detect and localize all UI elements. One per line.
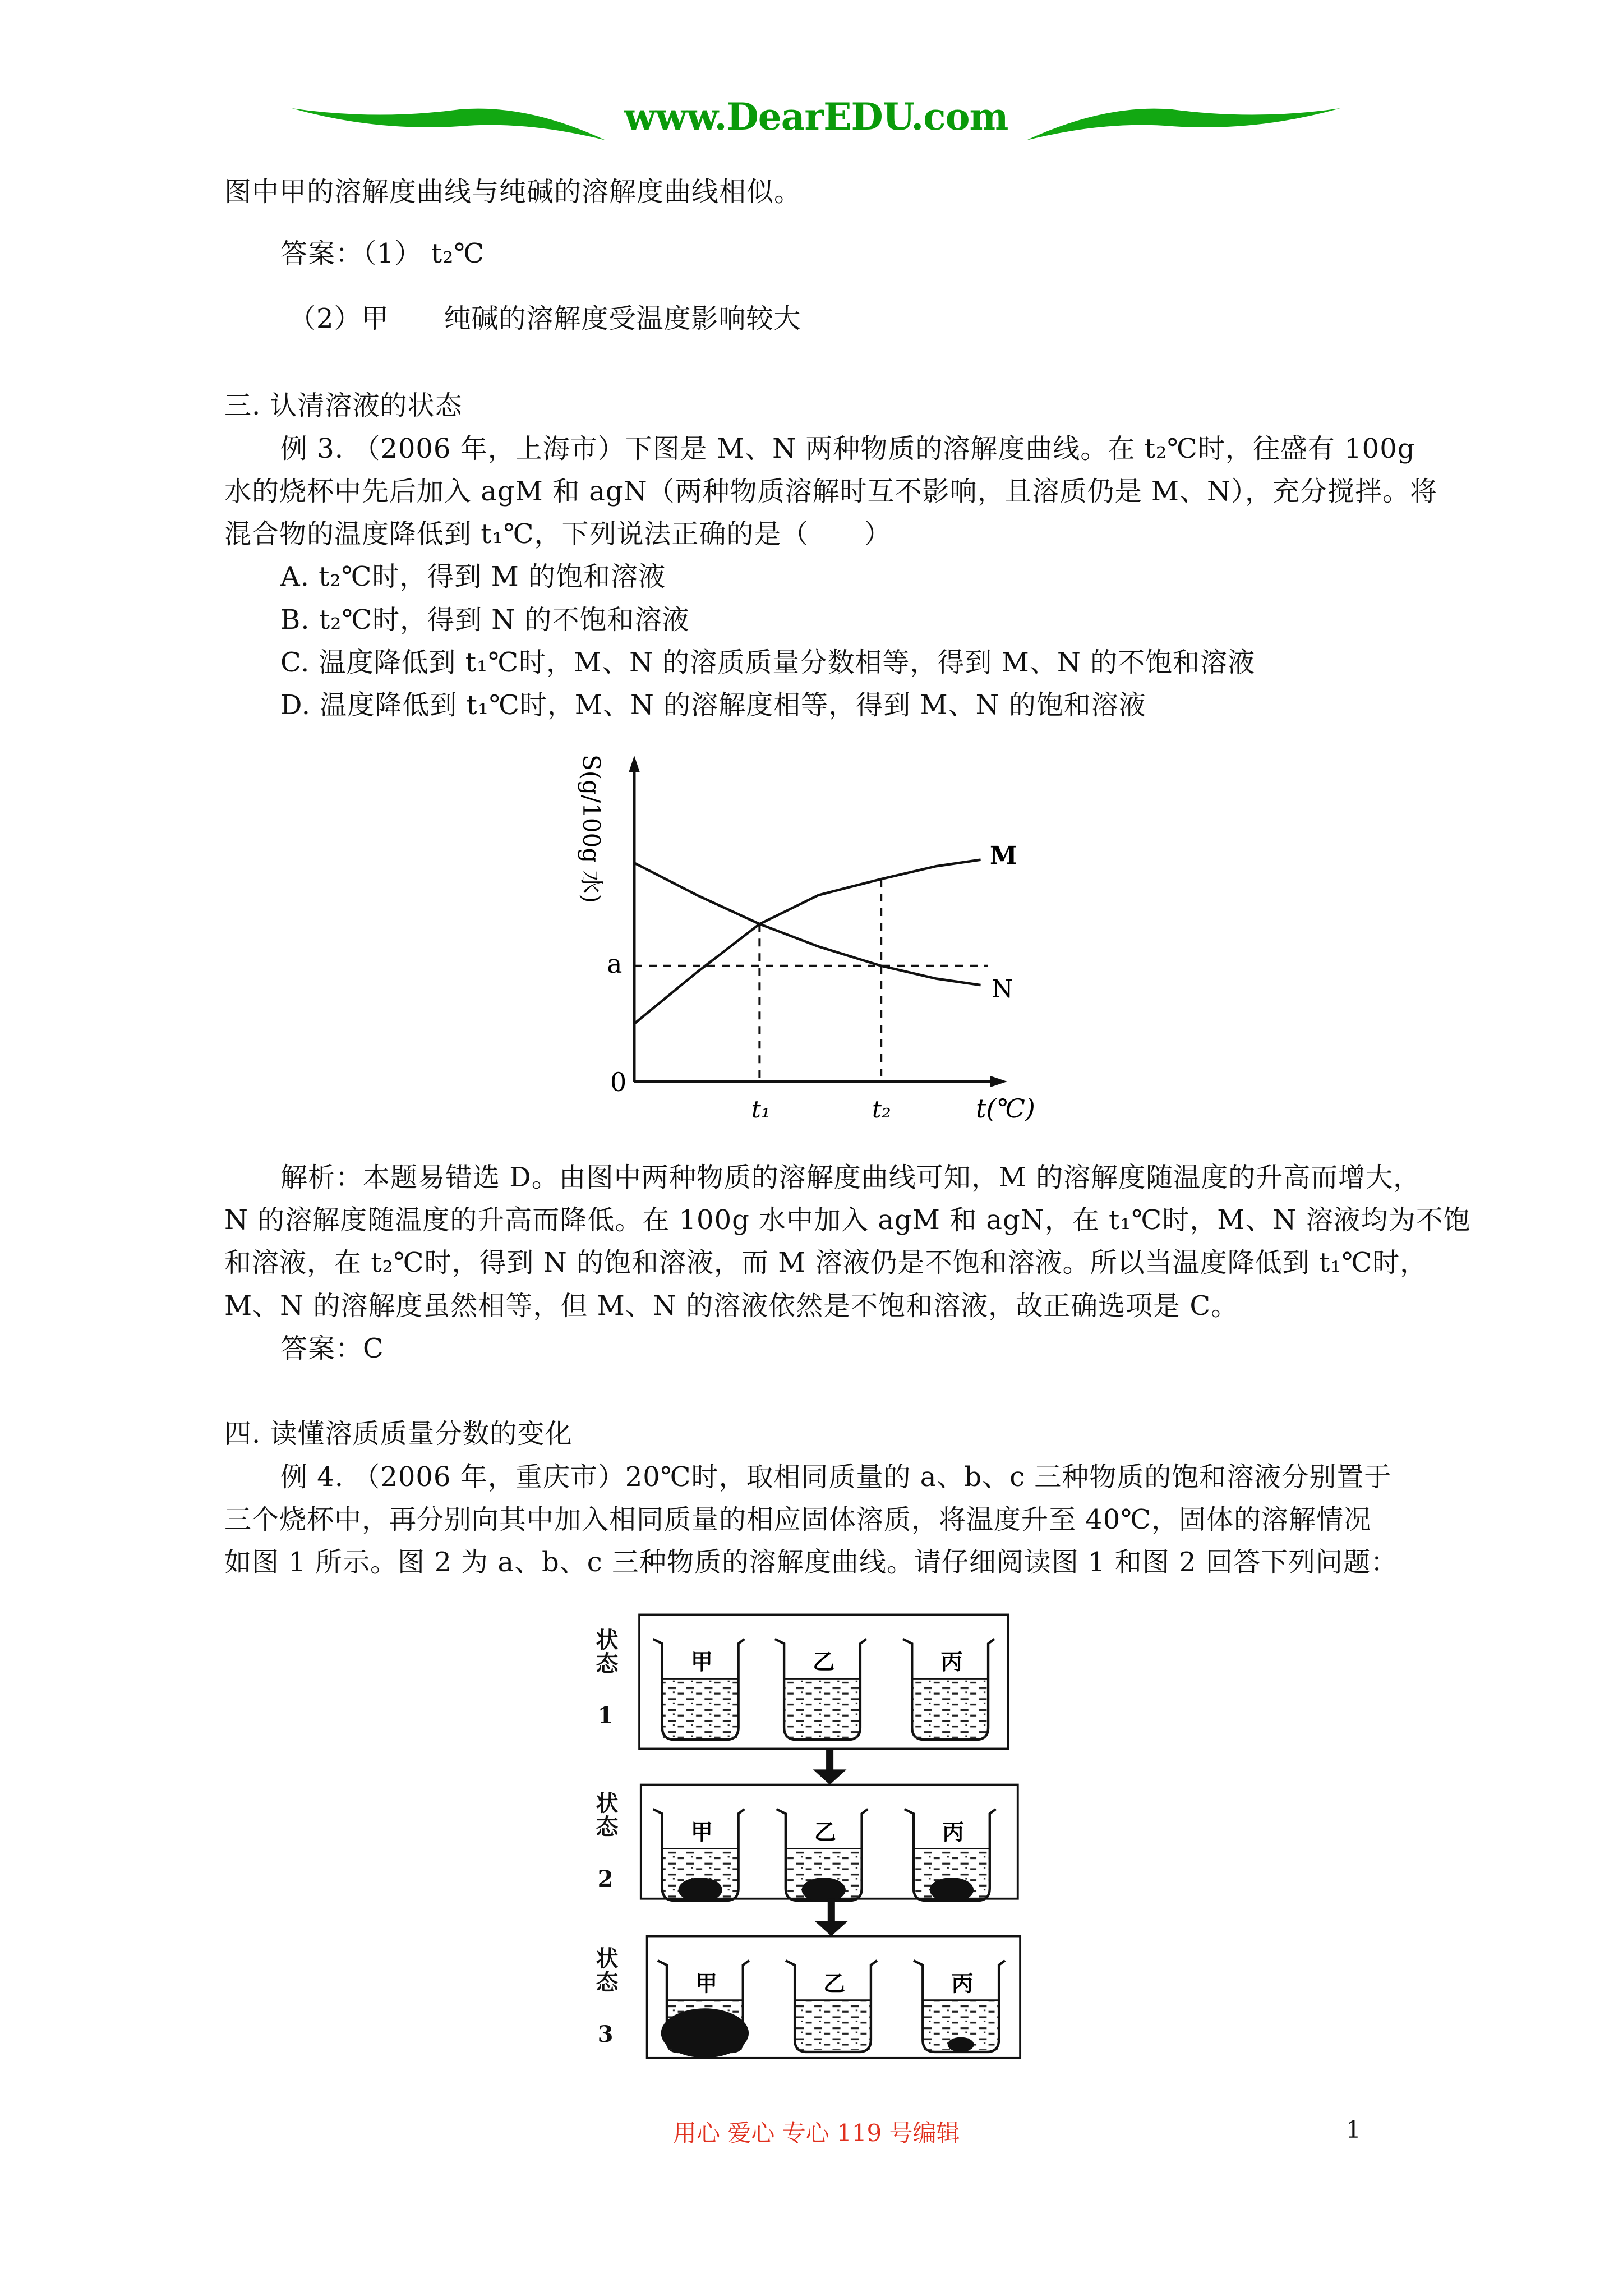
beaker-label: 乙 (823, 1971, 846, 1997)
arrow-down-icon (813, 1769, 847, 1784)
solution (663, 1679, 737, 1738)
beaker-label: 丙 (942, 1819, 965, 1846)
x-axis-arrow-icon (990, 1076, 1007, 1087)
option-d: D. 温度降低到 t₁℃时，M、N 的溶解度相等，得到 M、N 的饱和溶液 (280, 689, 1146, 721)
y-axis-label: S(g/100g 水) (578, 754, 605, 903)
origin-label: 0 (610, 1067, 627, 1097)
solution (796, 2000, 869, 2050)
beaker-label: 乙 (813, 1649, 835, 1676)
ytick-a: a (607, 949, 623, 979)
analysis-line2: N 的溶解度随温度的升高而降低。在 100g 水中加入 agM 和 agN，在 t₁℃时，M、N 溶液均为不饱 (224, 1204, 1471, 1236)
option-a: A. t₂℃时，得到 M 的饱和溶液 (280, 561, 666, 592)
solution (913, 1679, 986, 1738)
undissolved-solid-icon (930, 1878, 974, 1902)
footer-text: 用心 爱心 专心 119 号编辑 (673, 2119, 960, 2147)
beaker-label: 甲 (695, 1971, 718, 1997)
section-4-heading: 四. 读懂溶质质量分数的变化 (224, 1418, 573, 1450)
section-3-heading: 三. 认清溶液的状态 (224, 390, 463, 421)
y-axis-arrow-icon (629, 756, 640, 772)
beaker-label: 乙 (814, 1819, 837, 1846)
xtick-t1: t₁ (751, 1096, 771, 1123)
undissolved-solid-icon (802, 1878, 846, 1902)
arrow-down-icon (826, 1749, 833, 1772)
example-4-line2: 三个烧杯中，再分别向其中加入相同质量的相应固体溶质，将温度升至 40℃，固体的溶解情况 (224, 1504, 1372, 1535)
example-4-line3: 如图 1 所示。图 2 为 a、b、c 三种物质的溶解度曲线。请仔细阅读图 1 和图 2 回答下列问题： (224, 1547, 1398, 1578)
logo-text: www.DearEDU.com (624, 95, 1008, 139)
answer-c: 答案：C (280, 1333, 384, 1364)
series-label-m: M (990, 841, 1017, 870)
option-c: C. 温度降低到 t₁℃时，M、N 的溶质质量分数相等，得到 M、N 的不饱和溶液 (280, 647, 1256, 678)
analysis-line4: M、N 的溶解度虽然相等，但 M、N 的溶液依然是不饱和溶液，故正确选项是 C。 (224, 1290, 1239, 1322)
option-b: B. t₂℃时，得到 N 的不饱和溶液 (280, 604, 690, 636)
beaker-label: 甲 (690, 1649, 713, 1676)
analysis-line3: 和溶液，在 t₂℃时，得到 N 的饱和溶液，而 M 溶液仍是不饱和溶液。所以当温度降低到 t₁℃时， (224, 1247, 1428, 1278)
site-logo (292, 95, 1340, 149)
arrow-down-icon (828, 1899, 835, 1924)
beaker-label: 丙 (951, 1971, 974, 1997)
solution (785, 1679, 859, 1738)
example-3-line1: 例 3. （2006 年，上海市）下图是 M、N 两种物质的溶解度曲线。在 t₂℃时，往盛有 100g (280, 433, 1415, 464)
example-4-line1: 例 4. （2006 年，重庆市）20℃时，取相同质量的 a、b、c 三种物质的饱和溶液分别置于 (280, 1461, 1392, 1493)
state-label-2: 状态 2 (592, 1791, 619, 1893)
series-label-n: N (992, 975, 1013, 1004)
arrow-down-icon (814, 1921, 848, 1936)
page-number: 1 (1346, 2116, 1361, 2143)
beaker-figure (575, 1608, 1048, 2066)
undissolved-solid-icon (679, 1878, 722, 1902)
undissolved-solid-icon (661, 2008, 749, 2058)
beaker-label: 丙 (940, 1649, 963, 1676)
example-3-line2: 水的烧杯中先后加入 agM 和 agN（两种物质溶解时互不影响，且溶质仍是 M、N），充分搅拌。将 (224, 476, 1438, 507)
analysis-line1: 解析：本题易错选 D。由图中两种物质的溶解度曲线可知，M 的溶解度随温度的升高而增大， (280, 1162, 1421, 1193)
state-label-3: 状态 3 (592, 1947, 619, 2049)
example-3-line3: 混合物的温度降低到 t₁℃，下列说法正确的是（ ） (224, 518, 892, 550)
undissolved-solid-icon (948, 2037, 974, 2052)
state-label-1: 状态 1 (592, 1628, 619, 1730)
answer-1: 答案：（1） t₂℃ (280, 238, 485, 269)
intro-text: 图中甲的溶解度曲线与纯碱的溶解度曲线相似。 (224, 176, 802, 208)
x-axis-label: t(℃) (976, 1093, 1035, 1124)
answer-2: （2）甲 纯碱的溶解度受温度影响较大 (289, 303, 801, 334)
xtick-t2: t₂ (872, 1096, 891, 1123)
solubility-chart (578, 746, 1054, 1133)
beaker-label: 甲 (690, 1819, 713, 1846)
